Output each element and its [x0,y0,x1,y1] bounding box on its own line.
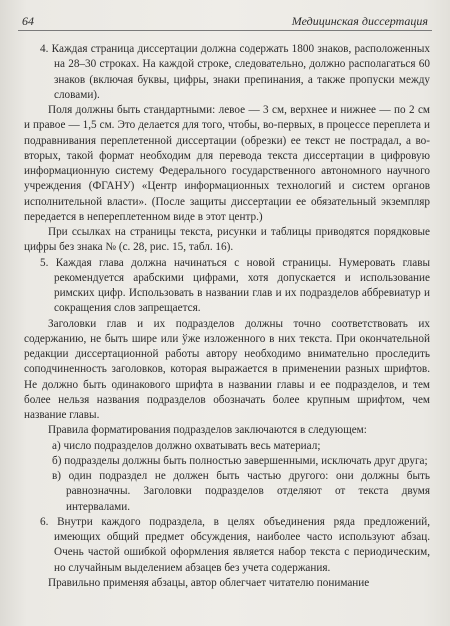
subsection-rules-paragraph: Правила форматирования подразделов заключаются в следующем: [48,424,367,437]
running-title: Медицинская диссертация [291,14,428,28]
rule-c: в) один подраздел не должен быть частью другого: они должны быть равнозначны. Заголовки подразделов отделяют от текста двумя интервалами. [52,470,430,513]
item-5-paragraph: 5. Каждая глава должна начинаться с новой страницы. Нумеровать главы рекомендуется арабскими цифрами, хотя допускается и использование римских цифр. Использовать в названии глав и их подразделов аббревиатур и сокращения слов запрещается. [40,256,430,315]
page-body [24,42,430,591]
item-4-paragraph: 4. Каждая страница диссертации должна содержать 1800 знаков, расположенных на 28–30 строках. На каждой строке, следовательно, должно располагаться 60 знаков (включая буквы, цифры, знаки препинания, а также пропуски между словами). [40,43,430,101]
headings-paragraph: Заголовки глав и их подразделов должны точно соответствовать их содержанию, не быть шире или ўже изложенного в них текста. При окончательной редакции диссертационной работы автору необходимо внимательно проследить соподчиненность заголовков, которая выражается в применении разных шрифтов. Не должно быть одинакового шрифта в названии главы и ее подразделов, и тем более нельзя названия подразделов обозначать более крупным шрифтом, чем название главы. [24,317,430,421]
references-paragraph: При ссылках на страницы текста, рисунки и таблицы приводятся порядковые цифры без знака № (с. 28, рис. 15, табл. 16). [24,226,430,254]
page-number: 64 [22,14,34,28]
margins-paragraph: Поля должны быть стандартными: левое — 3 см, верхнее и нижнее — по 2 см и правое — 1,5 см. Это делается для того, чтобы, во-первых, в процессе переплета и подравнивания переплетенной диссертации (обрезки) ее текст не пострадал, а во-вторых, такой формат необходим для перевода текста диссертации в цифровую информационную систему Федерального государственного автономного научного учреждения (ФГАНУ) «Центр информационных технологий и систем органов исполнительной власти». (После защиты диссертации ее обязательный экземпляр передается в непереплетенном виде в этот центр.) [24,104,430,223]
rule-a: а) число подразделов должно охватывать весь материал; [52,439,321,452]
item-6-paragraph: 6. Внутри каждого подраздела, в целях объединения ряда предложений, имеющих общий предмет обсуждения, наиболее часто используют абзац. Очень частой ошибкой оформления является набор текста с периодическим, но случайным выделением абзацев без учета содержания. [40,515,430,574]
running-header [18,14,432,31]
rule-b: б) подразделы должны быть полностью завершенными, исключать друг друга; [52,454,428,467]
last-paragraph: Правильно применяя абзацы, автор облегчает читателю понимание [48,576,370,589]
